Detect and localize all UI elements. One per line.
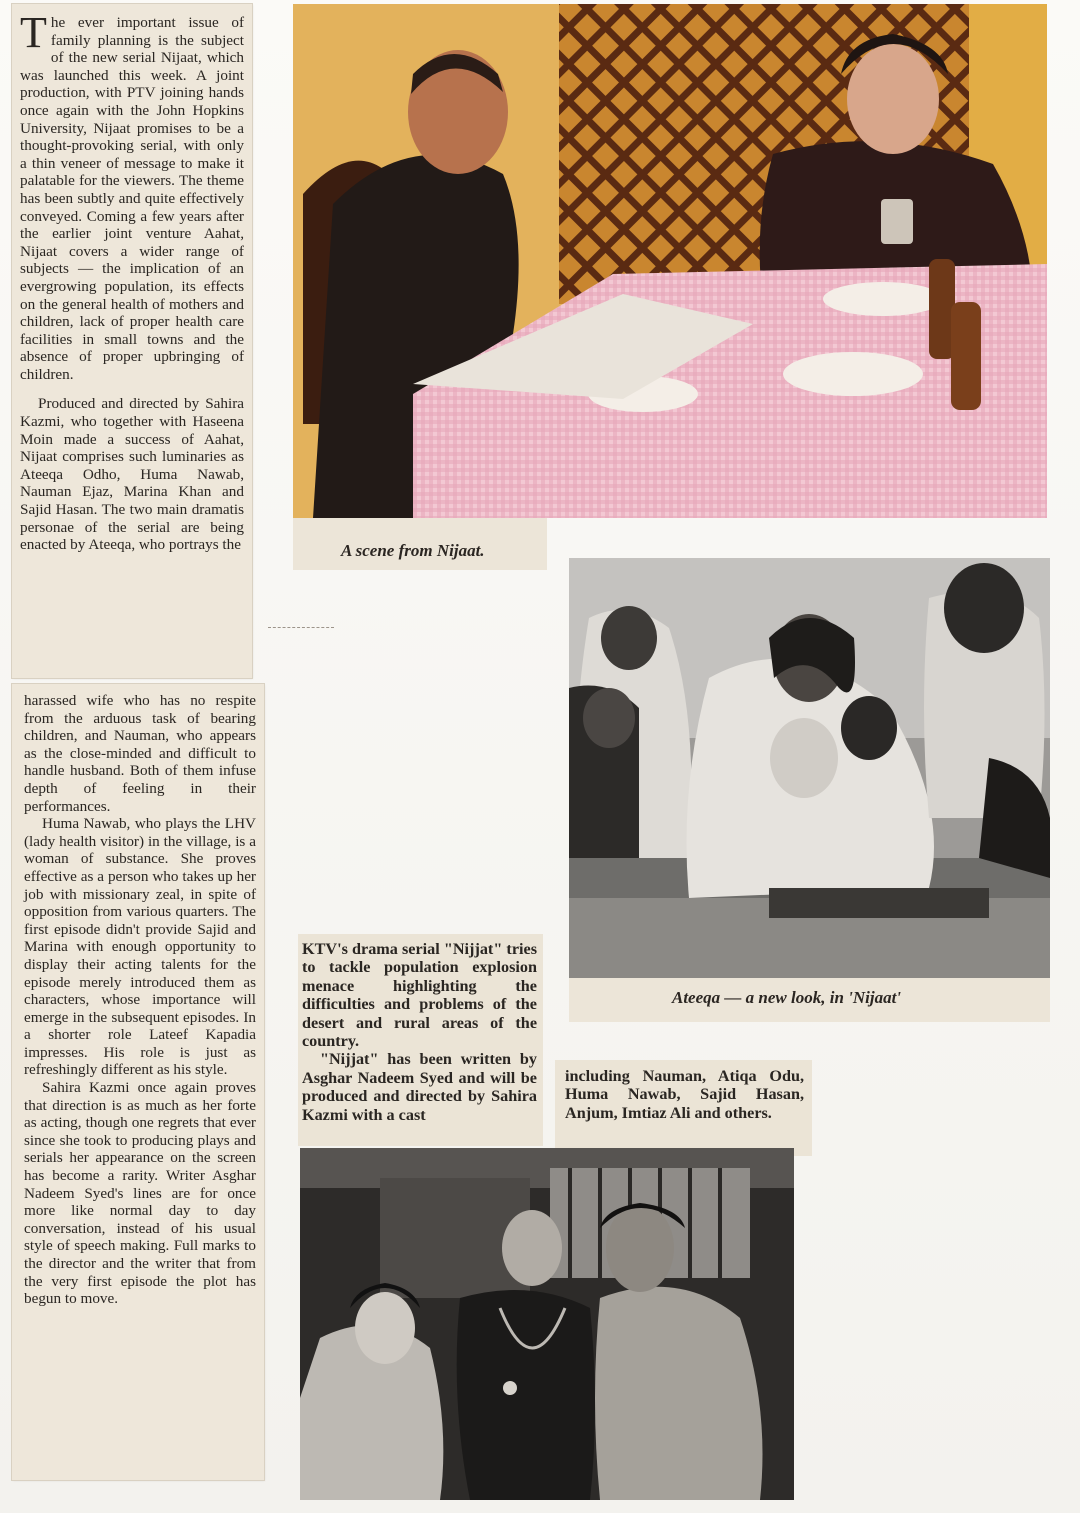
ktv-paragraph: including Nauman, Atiqa Odu, Huma Nawab, Sajid Hasan, Anjum, Imtiaz Ali and others. [565,1067,804,1122]
article-paragraph: Huma Nawab, who plays the LHV (lady health visitor) in the village, is a woman of substance. She proves effective as a person who takes up her job with missionary zeal, in spite of opposition from various quarters. The first episode didn't provide Sajid and Marina with enough opportunity to display their acting talents for the episode merely introduced them as characters, whose importance will emerge in the subsequent episodes. In a shorter role Lateef Kapadia impresses. His role is just as refreshingly different as his style. [24,815,256,1079]
article-paragraph: he ever important issue of family planning is the subject of the new serial Nijaat, which was launched this week. A joint production, with PTV joining hands once again with the John Hopkins University, Nijaat promises to be a thought-provoking serial, with only a thin veneer of message to make it palatable for the viewers. The theme has been subtly and quite effectively conveyed. Coming a few years after the earlier joint venture Aahat, Nijaat covers a wider range of subjects — the implication of an evergrowing population, its effects on the general health of mothers and children, lack of proper health care facilities in small towns and the absence of proper upbringing of children. [20,14,244,383]
article-column-one [12,4,252,678]
pencil-mark [268,627,334,629]
photo-scene-dinner-table [293,4,1047,518]
ktv-news-clipping [298,934,543,1146]
drop-cap: T [20,8,47,57]
ktv-paragraph: KTV's drama serial "Nijjat" tries to tackle population explosion menace highlighting the difficulties and problems of the desert and rural areas of the country. [302,940,537,1051]
article-column-two [12,684,264,1480]
photo-ateeqa-new-look [569,558,1050,978]
ktv-news-continuation [555,1060,812,1156]
article-paragraph: Sahira Kazmi once again proves that direction is as much as her forte as acting, though one regrets that ever since she took to producing plays and serials her appearance on the screen has become a rarity. Writer Asghar Nadeem Syed's lines are for once more like normal day to day conversation, instead of his usual style of speech making. Full marks to the director and the writer that from the very first episode the plot has begun to move. [24,1079,256,1308]
ktv-paragraph: "Nijjat" has been written by Asghar Nadeem Syed and will be produced and directed by Sahira Kazmi with a cast [302,1050,537,1124]
article-paragraph: Produced and directed by Sahira Kazmi, who together with Haseena Moin made a success of Aahat, Nijaat comprises such luminaries as Ateeqa Odho, Huma Nawab, Nauman Ejaz, Marina Khan and Sajid Hasan. The two main dramatis personae of the serial are being enacted by Ateeqa, who portrays the [20,395,244,554]
photo-doctor-scene [300,1148,794,1500]
photo-caption: Ateeqa — a new look, in 'Nijaat' [569,978,1050,1022]
article-paragraph: harassed wife who has no respite from the arduous task of bearing children, and Nauman, who appears as the close-minded and difficult to handle husband. Both of them infuse depth of feeling in their performances. [24,692,256,815]
photo-caption: A scene from Nijaat. [293,518,547,570]
